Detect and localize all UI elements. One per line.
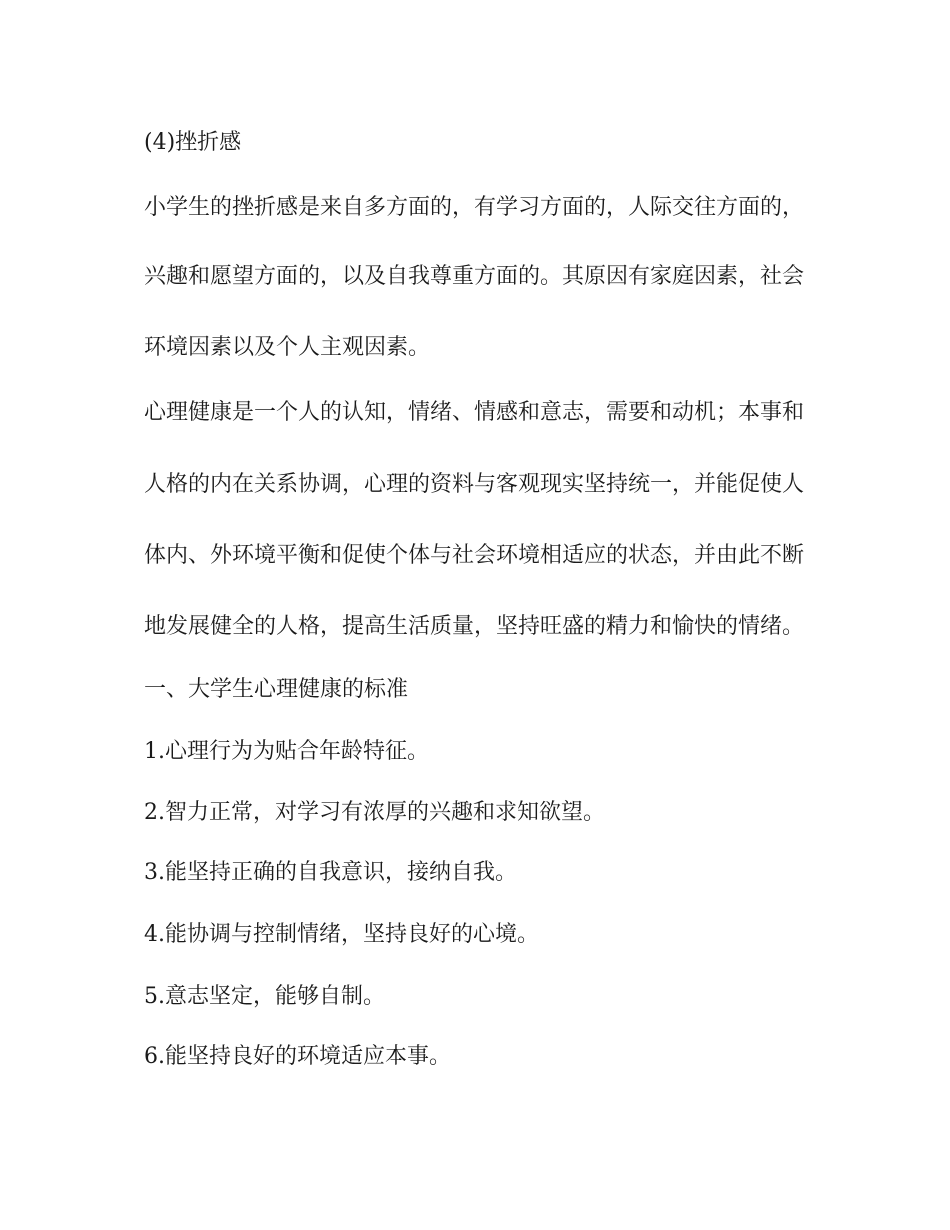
list-item: 6.能坚持良好的环境适应本事。 [144, 1044, 451, 1069]
list-item: 4.能协调与控制情绪，坚持良好的心境。 [144, 922, 539, 947]
paragraph-line: 小学生的挫折感是来自多方面的，有学习方面的，人际交往方面的， [144, 195, 805, 220]
paragraph-line: 体内、外环境平衡和促使个体与社会环境相适应的状态，并由此不断 [144, 543, 805, 568]
paragraph-line: 兴趣和愿望方面的，以及自我尊重方面的。其原因有家庭因素，社会 [144, 264, 805, 289]
paragraph-line: 环境因素以及个人主观因素。 [144, 335, 431, 360]
list-item: 2.智力正常，对学习有浓厚的兴趣和求知欲望。 [144, 800, 605, 825]
paragraph-line: 地发展健全的人格，提高生活质量，坚持旺盛的精力和愉快的情绪。 [144, 614, 805, 639]
list-item: 1.心理行为为贴合年龄特征。 [144, 739, 429, 764]
paragraph-line: 人格的内在关系协调，心理的资料与客观现实坚持统一，并能促使人 [144, 472, 805, 497]
list-item: 5.意志坚定，能够自制。 [144, 984, 385, 1009]
section-heading-standards: 一、大学生心理健康的标准 [144, 677, 409, 702]
list-item: 3.能坚持正确的自我意识，接纳自我。 [144, 860, 517, 885]
section-heading-frustration: (4)挫折感 [144, 130, 242, 155]
paragraph-line: 心理健康是一个人的认知，情绪、情感和意志，需要和动机；本事和 [144, 400, 805, 425]
